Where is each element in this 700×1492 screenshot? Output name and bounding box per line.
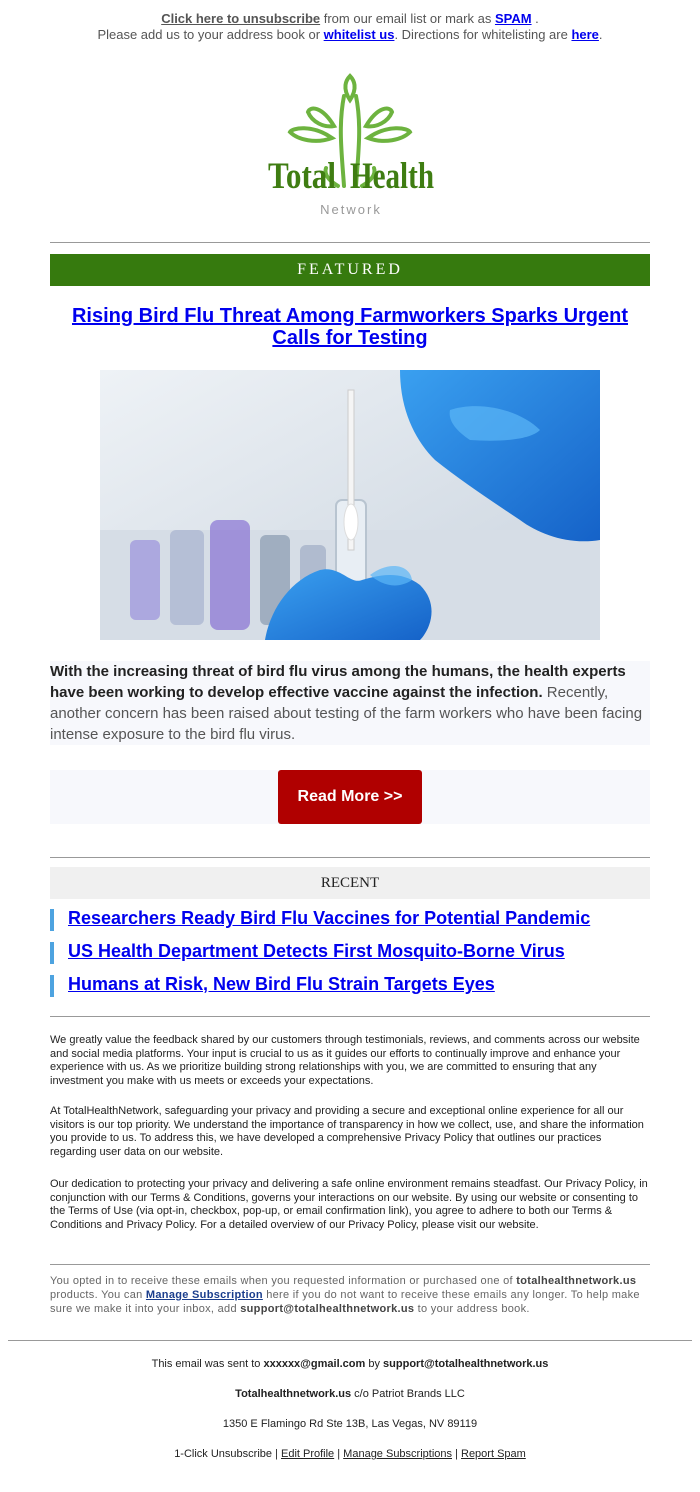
divider <box>8 1340 692 1341</box>
by-text: by <box>365 1358 384 1370</box>
sender-email: support@totalhealthnetwork.us <box>383 1358 549 1370</box>
edit-profile-link[interactable]: Edit Profile <box>280 1448 335 1460</box>
company-name: Totalhealthnetwork.us <box>235 1388 352 1400</box>
divider <box>50 1264 650 1265</box>
recent-banner: RECENT <box>50 867 650 899</box>
recent-item <box>50 972 650 1005</box>
featured-banner: FEATURED <box>50 254 650 286</box>
separator: | <box>272 1448 281 1460</box>
address-line: 1350 E Flamingo Rd Ste 13B, Las Vegas, NV 89119 <box>222 1418 478 1430</box>
blurred-vial <box>130 540 160 620</box>
recipient-email: xxxxxx@gmail.com <box>263 1358 366 1370</box>
company-rest: c/o Patriot Brands LLC <box>351 1388 465 1400</box>
optin-text: here if you do not want to receive these emails any longer. To help make sure we make it into your inbox, add <box>50 1289 640 1315</box>
article-hero-image[interactable] <box>100 370 600 640</box>
feedback-paragraph <box>50 1034 650 1088</box>
recent-list <box>50 906 650 1005</box>
total-health-logo[interactable] <box>268 76 434 218</box>
sent-to-line <box>0 1358 700 1370</box>
list-accent-bar <box>50 942 54 964</box>
cta-band <box>50 770 650 824</box>
feedback-text: We greatly value the feedback shared by our customers through testimonials, reviews, and comments across our website and social media platforms. Your input is crucial to us as it guides our efforts to continually improve and enhance your experience with us. As we prioritize building strong relationships with you, we are committed to ensuring that any investment you make with us meets or exceeds your expectations. <box>50 1034 640 1087</box>
recent-link-3[interactable]: Humans at Risk, New Bird Flu Strain Targets Eyes <box>68 974 495 994</box>
sent-text: This email was sent to <box>151 1358 264 1370</box>
list-accent-bar <box>50 975 54 997</box>
divider <box>50 242 650 243</box>
support-email: support@totalhealthnetwork.us <box>240 1303 415 1315</box>
logo-word-total: Total <box>268 156 336 197</box>
article-excerpt <box>50 661 650 745</box>
unsubscribe-link[interactable]: Click here to unsubscribe <box>161 11 321 26</box>
one-click-unsubscribe[interactable]: 1-Click Unsubscribe <box>174 1448 272 1460</box>
directions-text-end: . <box>598 27 603 42</box>
report-spam-link[interactable]: Report Spam <box>461 1448 526 1460</box>
optin-text: products. You can <box>50 1289 146 1301</box>
read-more-button[interactable]: Read More >> <box>278 770 422 824</box>
separator: | <box>452 1448 461 1460</box>
terms-paragraph <box>50 1178 650 1232</box>
here-link[interactable]: here <box>571 27 599 42</box>
company-line <box>0 1388 700 1400</box>
list-accent-bar <box>50 909 54 931</box>
directions-text: . Directions for whitelisting are <box>394 27 572 42</box>
logo-word-health: Health <box>350 156 435 197</box>
manage-subscription-link[interactable]: Manage Subscription <box>145 1289 263 1301</box>
terms-text: Our dedication to protecting your privacy and delivering a safe online environment remains steadfast. Our Privacy Policy, in conjunction with our Terms & Conditions, governs your interactions on our website. By using our website or consenting to the Terms of Use (via opt-in, checkbox, pop-up, or email confirmation link), you agree to adhere to both our Terms & Conditions and Privacy Policy. For a detailed overview of our Privacy Policy, please visit our website. <box>50 1178 648 1231</box>
excerpt-rest: Recently, another concern has been raised about testing of the farm workers who have been facing intense exposure to the bird flu virus. <box>50 684 643 743</box>
addbook-text: Please add us to your address book or <box>97 27 324 42</box>
privacy-paragraph <box>50 1105 650 1159</box>
divider <box>50 1016 650 1017</box>
privacy-text: At TotalHealthNetwork, safeguarding your privacy and providing a secure and exceptional online experience for all our visitors is our top priority. We understand the importance of transparency in how we collect, use, and share the information you provide to us. To address this, we have developed a comprehensive Privacy Policy that outlines our practices regarding user data on our website. <box>50 1105 644 1158</box>
optin-text: to your address book. <box>414 1303 530 1315</box>
optin-domain: totalhealthnetwork.us <box>516 1275 637 1287</box>
footer-links <box>0 1448 700 1460</box>
recent-item <box>50 939 650 972</box>
whitelist-link[interactable]: whitelist us <box>323 27 395 42</box>
article-headline <box>50 305 650 349</box>
unsubscribe-text: from our email list or mark as <box>320 11 495 26</box>
recent-item <box>50 906 650 939</box>
email-header <box>0 0 700 43</box>
excerpt-lead: With the increasing threat of bird flu virus among the humans, the health experts have been working to develop effective vaccine against the infection. <box>50 663 626 701</box>
recent-link-2[interactable]: US Health Department Detects First Mosquito-Borne Virus <box>68 941 565 961</box>
recent-link-1[interactable]: Researchers Ready Bird Flu Vaccines for Potential Pandemic <box>68 908 591 928</box>
optin-notice <box>50 1274 650 1316</box>
separator: | <box>334 1448 344 1460</box>
unsubscribe-text-end: . <box>531 11 539 26</box>
spam-link[interactable]: SPAM <box>494 11 532 26</box>
article-title-link[interactable]: Rising Bird Flu Threat Among Farmworkers Sparks Urgent Calls for Testing <box>71 305 629 349</box>
manage-subscriptions-link[interactable]: Manage Subscriptions <box>343 1448 453 1460</box>
logo-subtitle: Network <box>320 202 382 217</box>
whitelist-line <box>0 27 700 43</box>
optin-text: You opted in to receive these emails when you requested information or purchased one of <box>50 1275 517 1287</box>
divider <box>50 857 650 858</box>
unsubscribe-line <box>0 11 700 27</box>
